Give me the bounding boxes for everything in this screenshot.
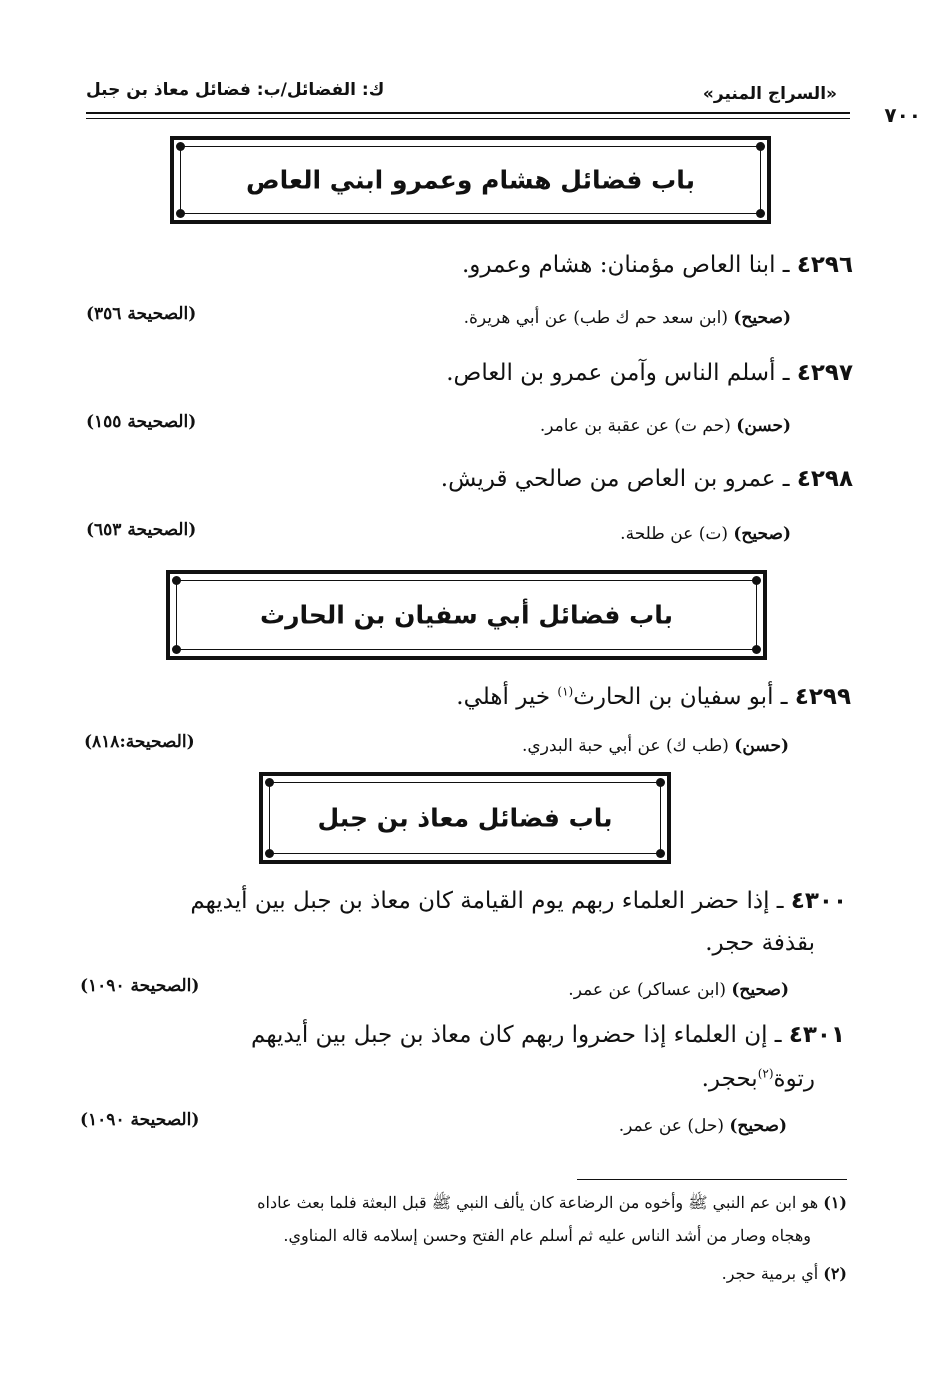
- hadith-grade: (صحيح): [731, 980, 789, 1000]
- footnote: [722, 1264, 847, 1283]
- hadith-text-continued: [702, 1066, 815, 1092]
- hadith-number: ٤٢٩٨: [796, 466, 853, 492]
- footnote-text: أي برمية حجر.: [721, 1264, 819, 1283]
- source-text: (حم ت) عن عقبة بن عامر.: [539, 416, 731, 436]
- header-rule-thin: [86, 118, 850, 119]
- hadith-number: ٤٣٠٠: [790, 888, 847, 914]
- hadith-source: [620, 524, 791, 544]
- hadith-text: [446, 360, 853, 386]
- hadith-text-continued: بقذفة حجر.: [705, 930, 815, 956]
- hadith-number: ٤٢٩٧: [796, 360, 853, 386]
- hadith-grade: (حسن): [734, 736, 789, 756]
- footnote: [257, 1193, 847, 1216]
- hadith-reference: (الصحيحة ١٠٩٠): [80, 976, 200, 996]
- hadith-body: ـ إذا حضر العلماء ربهم يوم القيامة كان معاذ بن جبل بين أيديهم: [190, 888, 784, 914]
- footnote-mark: (٢): [823, 1264, 847, 1283]
- footnote-separator: [577, 1179, 847, 1180]
- source-text: (ت) عن طلحة.: [620, 524, 728, 544]
- footnote-continued: وهجاه وصار من أشد الناس عليه ثم أسلم عام الفتح وحسن إسلامه قاله المناوي.: [283, 1226, 811, 1245]
- hadith-text: [441, 466, 853, 492]
- source-text: (ابن سعد حم ك طب) عن أبي هريرة.: [463, 308, 728, 328]
- footnote-mark: (١): [823, 1193, 847, 1212]
- page-number: ٧٠٠: [884, 103, 921, 127]
- header-rule: [86, 112, 850, 114]
- hadith-text: [462, 252, 853, 278]
- chapter-box: [259, 772, 671, 864]
- chapter-title: باب فضائل هشام وعمرو ابني العاص: [246, 165, 695, 195]
- chapter-box: [170, 136, 771, 224]
- hadith-grade: (حسن): [736, 416, 791, 436]
- hadith-source: [464, 308, 791, 328]
- hadith-body: ـ إن العلماء إذا حضروا ربهم كان معاذ بن جبل بين أيديهم: [251, 1022, 782, 1048]
- hadith-source: [522, 736, 789, 756]
- hadith-source: [568, 980, 789, 1000]
- hadith-body-end: بحجر.: [701, 1066, 758, 1092]
- hadith-body: ـ أسلم الناس وآمن عمرو بن العاص.: [446, 360, 790, 386]
- hadith-body: رتوة: [773, 1066, 815, 1092]
- hadith-grade: (صحيح): [733, 308, 791, 328]
- hadith-reference: (الصحيحة ١٥٥): [86, 412, 197, 432]
- chapter-box: [166, 570, 767, 660]
- hadith-grade: (صحيح): [733, 524, 791, 544]
- hadith-number: ٤٢٩٩: [794, 684, 851, 710]
- book-title: «السراج المنير»: [702, 84, 837, 104]
- hadith-grade: (صحيح): [729, 1116, 787, 1136]
- hadith-number: ٤٢٩٦: [796, 252, 853, 278]
- hadith-body-end: خير أهلي.: [456, 684, 558, 710]
- hadith-body: ـ ابنا العاص مؤمنان: هشام وعمرو.: [461, 252, 790, 278]
- hadith-number: ٤٣٠١: [788, 1022, 845, 1048]
- hadith-body: ـ أبو سفيان بن الحارث: [573, 684, 788, 710]
- hadith-reference: (الصحيحة ٣٥٦): [86, 304, 197, 324]
- footnote-marker[interactable]: (٢): [757, 1066, 774, 1081]
- chapter-title: باب فضائل أبي سفيان بن الحارث: [259, 600, 674, 630]
- hadith-reference: (الصحيحة ٦٥٣): [86, 520, 197, 540]
- section-reference: ك: الفضائل/ب: فضائل معاذ بن جبل: [86, 80, 385, 100]
- hadith-reference: (الصحيحة:٨١٨): [84, 732, 195, 752]
- hadith-source: [619, 1116, 787, 1136]
- source-text: (ابن عساكر) عن عمر.: [568, 980, 726, 1000]
- hadith-source: [540, 416, 791, 436]
- source-text: (طب ك) عن أبي حبة البدري.: [522, 736, 729, 756]
- hadith-text: [190, 888, 847, 914]
- hadith-text: [456, 684, 851, 710]
- footnote-text: هو ابن عم النبي ﷺ وأخوه من الرضاعة كان يألف النبي ﷺ قبل البعثة فلما بعث عاداه: [257, 1193, 819, 1212]
- hadith-text: [251, 1022, 845, 1048]
- source-text: (حل) عن عمر.: [618, 1116, 724, 1136]
- chapter-title: باب فضائل معاذ بن جبل: [317, 803, 613, 833]
- hadith-body: ـ عمرو بن العاص من صالحي قريش.: [440, 466, 790, 492]
- hadith-reference: (الصحيحة ١٠٩٠): [80, 1110, 200, 1130]
- footnote-marker[interactable]: (١): [557, 684, 574, 699]
